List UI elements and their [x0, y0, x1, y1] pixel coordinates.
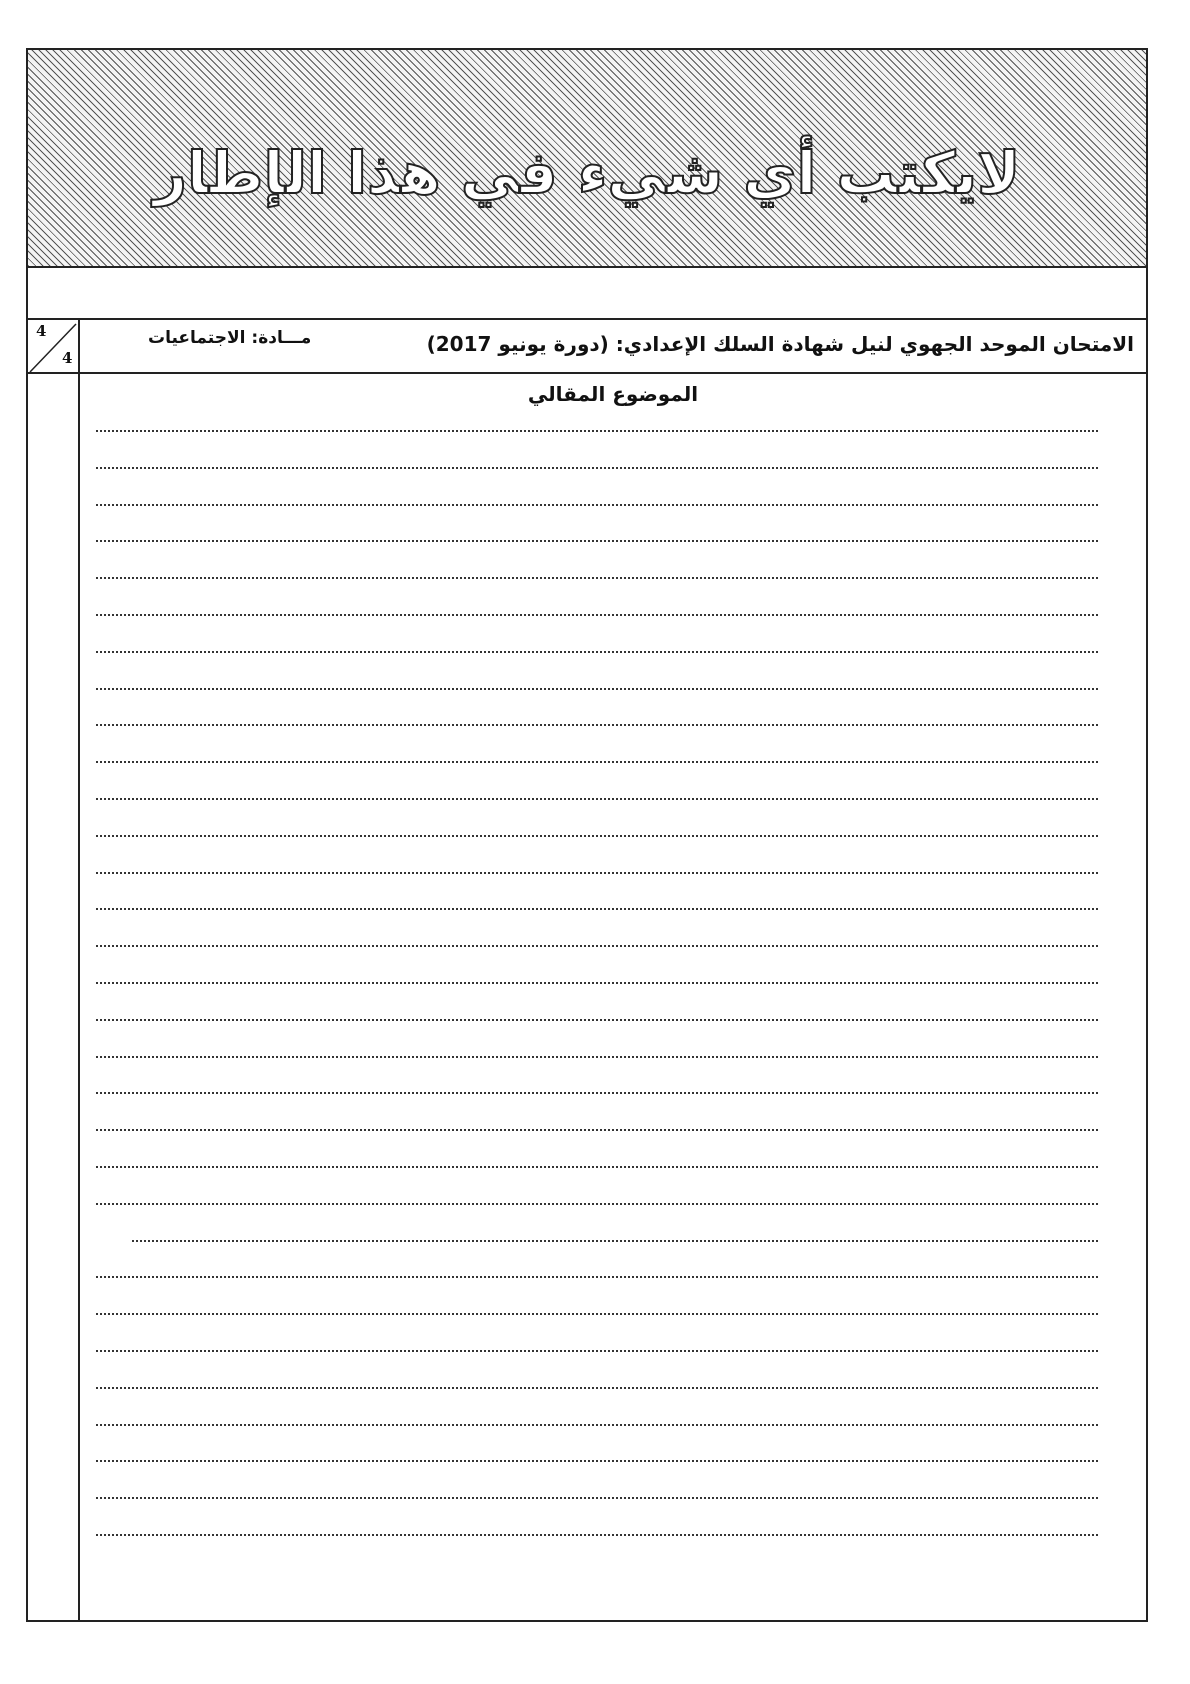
answer-line	[96, 724, 1098, 726]
essay-section-title: الموضوع المقالي	[527, 382, 699, 406]
answer-line	[96, 540, 1098, 542]
answer-line	[96, 1129, 1098, 1131]
answer-line	[96, 651, 1098, 653]
answer-line	[96, 798, 1098, 800]
answer-line	[96, 761, 1098, 763]
page-current: 4	[36, 322, 47, 340]
answer-line	[96, 1460, 1098, 1462]
answer-line	[96, 835, 1098, 837]
answer-line	[96, 688, 1098, 690]
answer-line	[96, 467, 1098, 469]
answer-line	[96, 945, 1098, 947]
subject-label: مـــادة: الاجتماعيات	[148, 328, 312, 348]
answer-line	[96, 1056, 1098, 1058]
answer-line	[96, 1497, 1098, 1499]
do-not-write-notice: لايكتب أي شيء في هذا الإطار	[153, 139, 1021, 207]
answer-line	[96, 430, 1098, 432]
answer-line	[96, 1350, 1098, 1352]
answer-line	[96, 577, 1098, 579]
answer-line	[96, 1276, 1098, 1278]
answer-line	[96, 504, 1098, 506]
answer-line	[96, 1166, 1098, 1168]
answer-line	[96, 1534, 1098, 1536]
answer-line	[96, 908, 1098, 910]
answer-line	[96, 614, 1098, 616]
exam-sheet-frame	[26, 48, 1148, 1622]
answer-line	[96, 1019, 1098, 1021]
answer-line	[96, 872, 1098, 874]
answer-line	[96, 1203, 1098, 1205]
answer-line	[96, 1313, 1098, 1315]
answer-line	[132, 1240, 1098, 1242]
answer-line	[96, 982, 1098, 984]
page-total: 4	[62, 349, 73, 367]
answer-line	[96, 1424, 1098, 1426]
answer-line	[96, 1387, 1098, 1389]
answer-line	[96, 1092, 1098, 1094]
exam-title: الامتحان الموحد الجهوي لنيل شهادة السلك الإعدادي: (دورة يونيو 2017)	[426, 332, 1134, 356]
answer-lines-area	[28, 50, 1146, 1620]
